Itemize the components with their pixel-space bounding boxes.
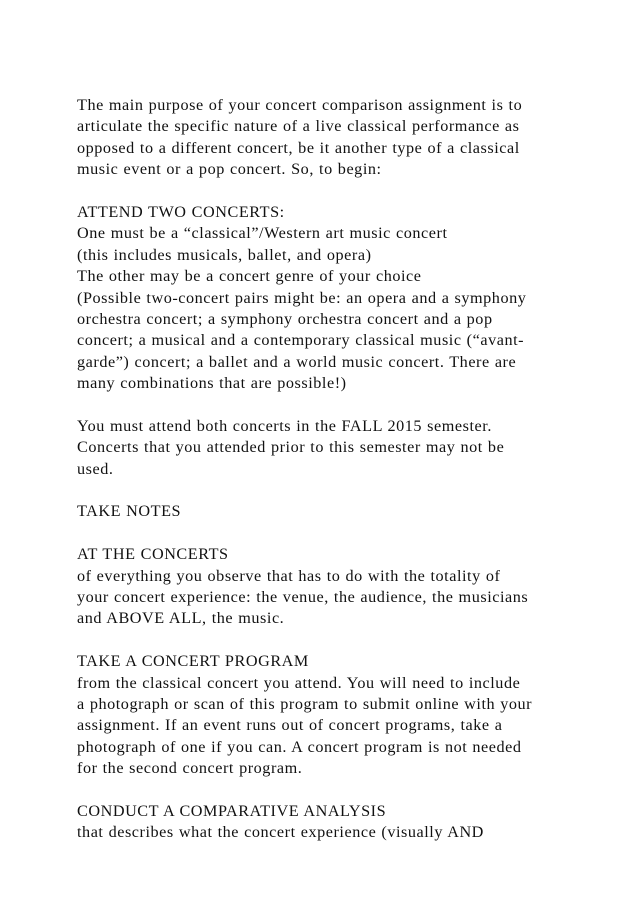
text-line: articulate the specific nature of a live classical performance as xyxy=(77,117,520,136)
text-line: assignment. If an event runs out of concert programs, take a xyxy=(77,716,503,735)
section-heading: TAKE A CONCERT PROGRAM xyxy=(77,652,309,671)
section-heading: ATTEND TWO CONCERTS: xyxy=(77,202,285,221)
blank-line xyxy=(77,480,607,501)
text-line: The other may be a concert genre of your choice xyxy=(77,267,422,286)
text-line: orchestra concert; a symphony orchestra concert and a pop xyxy=(77,309,493,328)
blank-line xyxy=(77,630,607,651)
text-line: photograph of one if you can. A concert program is not needed xyxy=(77,737,522,756)
document-body xyxy=(77,95,607,844)
section-heading: TAKE NOTES xyxy=(77,502,182,521)
text-line: a photograph or scan of this program to submit online with your xyxy=(77,694,533,713)
text-line: One must be a “classical”/Western art music concert xyxy=(77,224,448,243)
text-line: many combinations that are possible!) xyxy=(77,374,347,393)
text-line: (Possible two-concert pairs might be: an opera and a symphony xyxy=(77,288,527,307)
text-line: used. xyxy=(77,459,114,478)
blank-line xyxy=(77,523,607,544)
text-line: concert; a musical and a contemporary classical music (“avant- xyxy=(77,331,525,350)
text-line: and ABOVE ALL, the music. xyxy=(77,609,285,628)
section-heading: CONDUCT A COMPARATIVE ANALYSIS xyxy=(77,801,387,820)
blank-line xyxy=(77,780,607,801)
text-line: your concert experience: the venue, the audience, the musicians xyxy=(77,587,529,606)
text-line: of everything you observe that has to do with the totality of xyxy=(77,566,501,585)
text-line: opposed to a different concert, be it another type of a classical xyxy=(77,138,520,157)
text-line: (this includes musicals, ballet, and opera) xyxy=(77,245,372,264)
text-line: for the second concert program. xyxy=(77,759,303,778)
text-line: Concerts that you attended prior to this semester may not be xyxy=(77,438,505,457)
text-line: garde”) concert; a ballet and a world music concert. There are xyxy=(77,352,517,371)
text-line: The main purpose of your concert comparison assignment is to xyxy=(77,96,523,114)
blank-line xyxy=(77,181,607,202)
text-line: music event or a pop concert. So, to begin: xyxy=(77,160,382,179)
blank-line xyxy=(77,394,607,415)
text-line: that describes what the concert experience (visually AND xyxy=(77,823,484,842)
section-heading: AT THE CONCERTS xyxy=(77,545,229,564)
text-line: You must attend both concerts in the FALL 2015 semester. xyxy=(77,416,492,435)
text-line: from the classical concert you attend. You will need to include xyxy=(77,673,521,692)
